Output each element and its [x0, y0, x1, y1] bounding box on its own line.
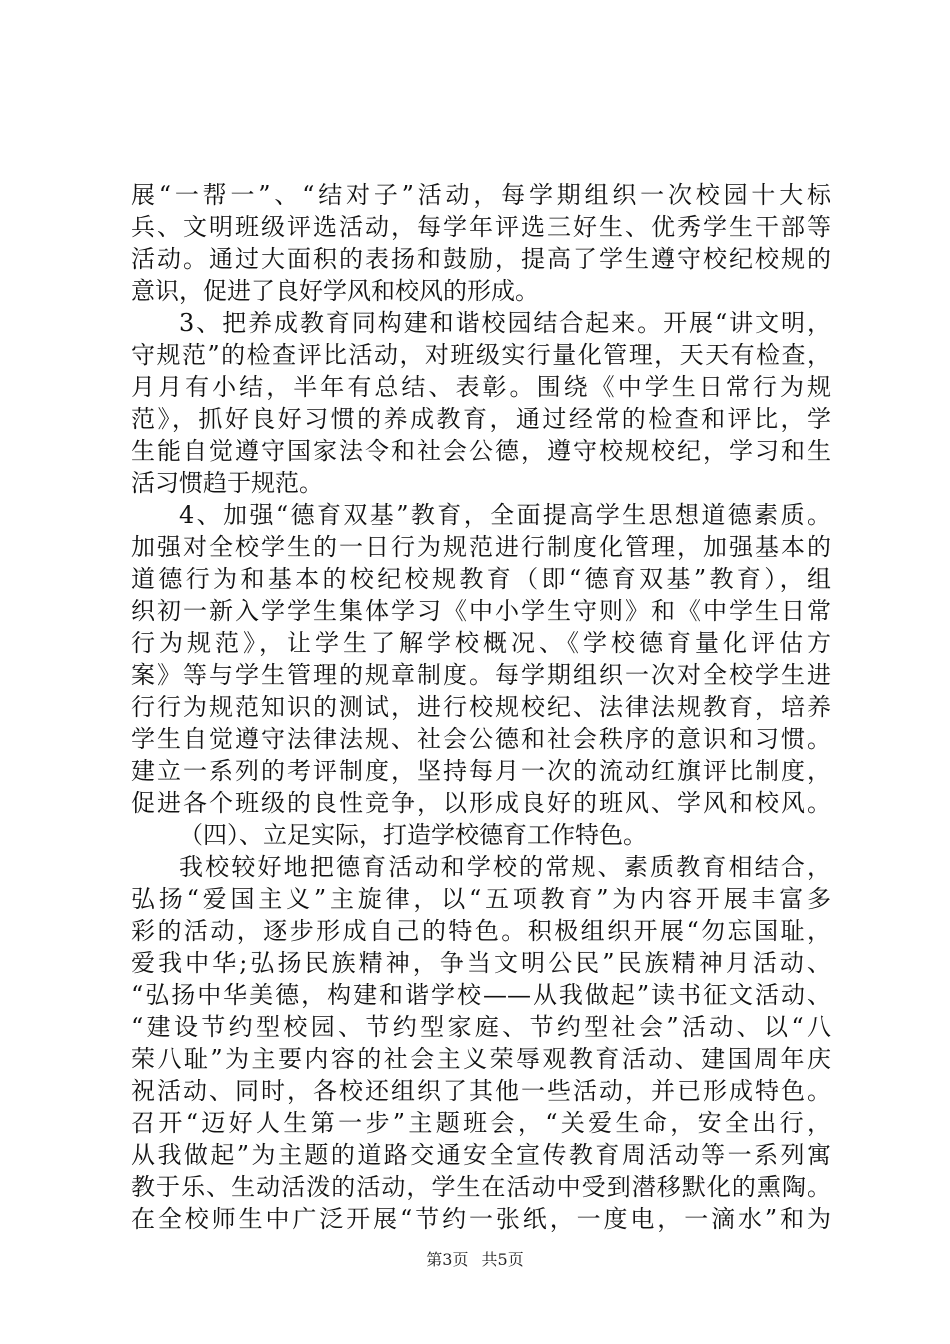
paragraph-line: 展“一帮一”、“结对子”活动，每学期组织一次校园十大标 — [131, 181, 831, 209]
page-number: 第3页 — [426, 1250, 469, 1269]
section-heading: （四）、立足实际，打造学校德育工作特色。 — [179, 821, 647, 849]
paragraph-line: 案》等与学生管理的规章制度。每学期组织一次对全校学生进 — [131, 661, 831, 689]
paragraph-line: 加强对全校学生的一日行为规范进行制度化管理，加强基本的 — [131, 533, 831, 561]
paragraph-line: 活习惯趋于规范。 — [131, 469, 323, 497]
paragraph-line: “弘扬中华美德，构建和谐学校——从我做起”读书征文活动、 — [131, 981, 831, 1009]
paragraph-line: 爱我中华;弘扬民族精神，争当文明公民”民族精神月活动、 — [131, 949, 831, 977]
paragraph-line: 荣八耻”为主要内容的社会主义荣辱观教育活动、建国周年庆 — [131, 1045, 831, 1073]
paragraph-line: 意识，促进了良好学风和校风的形成。 — [131, 277, 539, 305]
paragraph-line: 范》，抓好良好习惯的养成教育，通过经常的检查和评比，学 — [131, 405, 831, 433]
paragraph-line: 建立一系列的考评制度，坚持每月一次的流动红旗评比制度， — [131, 757, 831, 785]
paragraph-line: 促进各个班级的良性竞争，以形成良好的班风、学风和校风。 — [131, 789, 831, 817]
paragraph-line: 守规范”的检查评比活动，对班级实行量化管理，天天有检查， — [131, 341, 831, 369]
paragraph-line: 行行为规范知识的测试，进行校规校纪、法律法规教育，培养 — [131, 693, 831, 721]
paragraph-line: 月月有小结，半年有总结、表彰。围绕《中学生日常行为规 — [131, 373, 831, 401]
paragraph-line: 召开“迈好人生第一步”主题班会，“关爱生命，安全出行， — [131, 1109, 831, 1137]
paragraph-line: 道德行为和基本的校纪校规教育（即“德育双基”教育），组 — [131, 565, 831, 593]
paragraph-line: 从我做起”为主题的道路交通安全宣传教育周活动等一系列寓 — [131, 1141, 831, 1169]
paragraph-line: 教于乐、生动活泼的活动，学生在活动中受到潜移默化的熏陶。 — [131, 1173, 831, 1201]
paragraph-line: 弘扬“爱国主义”主旋律，以“五项教育”为内容开展丰富多 — [131, 885, 831, 913]
paragraph-line: 生能自觉遵守国家法令和社会公德，遵守校规校纪，学习和生 — [131, 437, 831, 465]
paragraph-line: 活动。通过大面积的表扬和鼓励，提高了学生遵守校纪校规的 — [131, 245, 831, 273]
paragraph-line: 我校较好地把德育活动和学校的常规、素质教育相结合， — [179, 853, 831, 881]
paragraph-line: 4、加强“德育双基”教育，全面提高学生思想道德素质。 — [179, 501, 831, 529]
paragraph-line: 3、把养成教育同构建和谐校园结合起来。开展“讲文明， — [179, 309, 831, 337]
paragraph-line: 学生自觉遵守法律法规、社会公德和社会秩序的意识和习惯。 — [131, 725, 831, 753]
paragraph-line: 织初一新入学学生集体学习《中小学生守则》和《中学生日常 — [131, 597, 831, 625]
page-footer — [0, 1248, 950, 1272]
page-total: 共5页 — [481, 1250, 524, 1269]
paragraph-line: “建设节约型校园、节约型家庭、节约型社会”活动、以“八 — [131, 1013, 831, 1041]
paragraph-line: 在全校师生中广泛开展“节约一张纸，一度电，一滴水”和为 — [131, 1205, 831, 1233]
paragraph-line: 行为规范》，让学生了解学校概况、《学校德育量化评估方 — [131, 629, 831, 657]
paragraph-line: 兵、文明班级评选活动，每学年评选三好生、优秀学生干部等 — [131, 213, 831, 241]
paragraph-line: 祝活动、同时，各校还组织了其他一些活动，并已形成特色。 — [131, 1077, 831, 1105]
paragraph-line: 彩的活动，逐步形成自己的特色。积极组织开展“勿忘国耻， — [131, 917, 831, 945]
